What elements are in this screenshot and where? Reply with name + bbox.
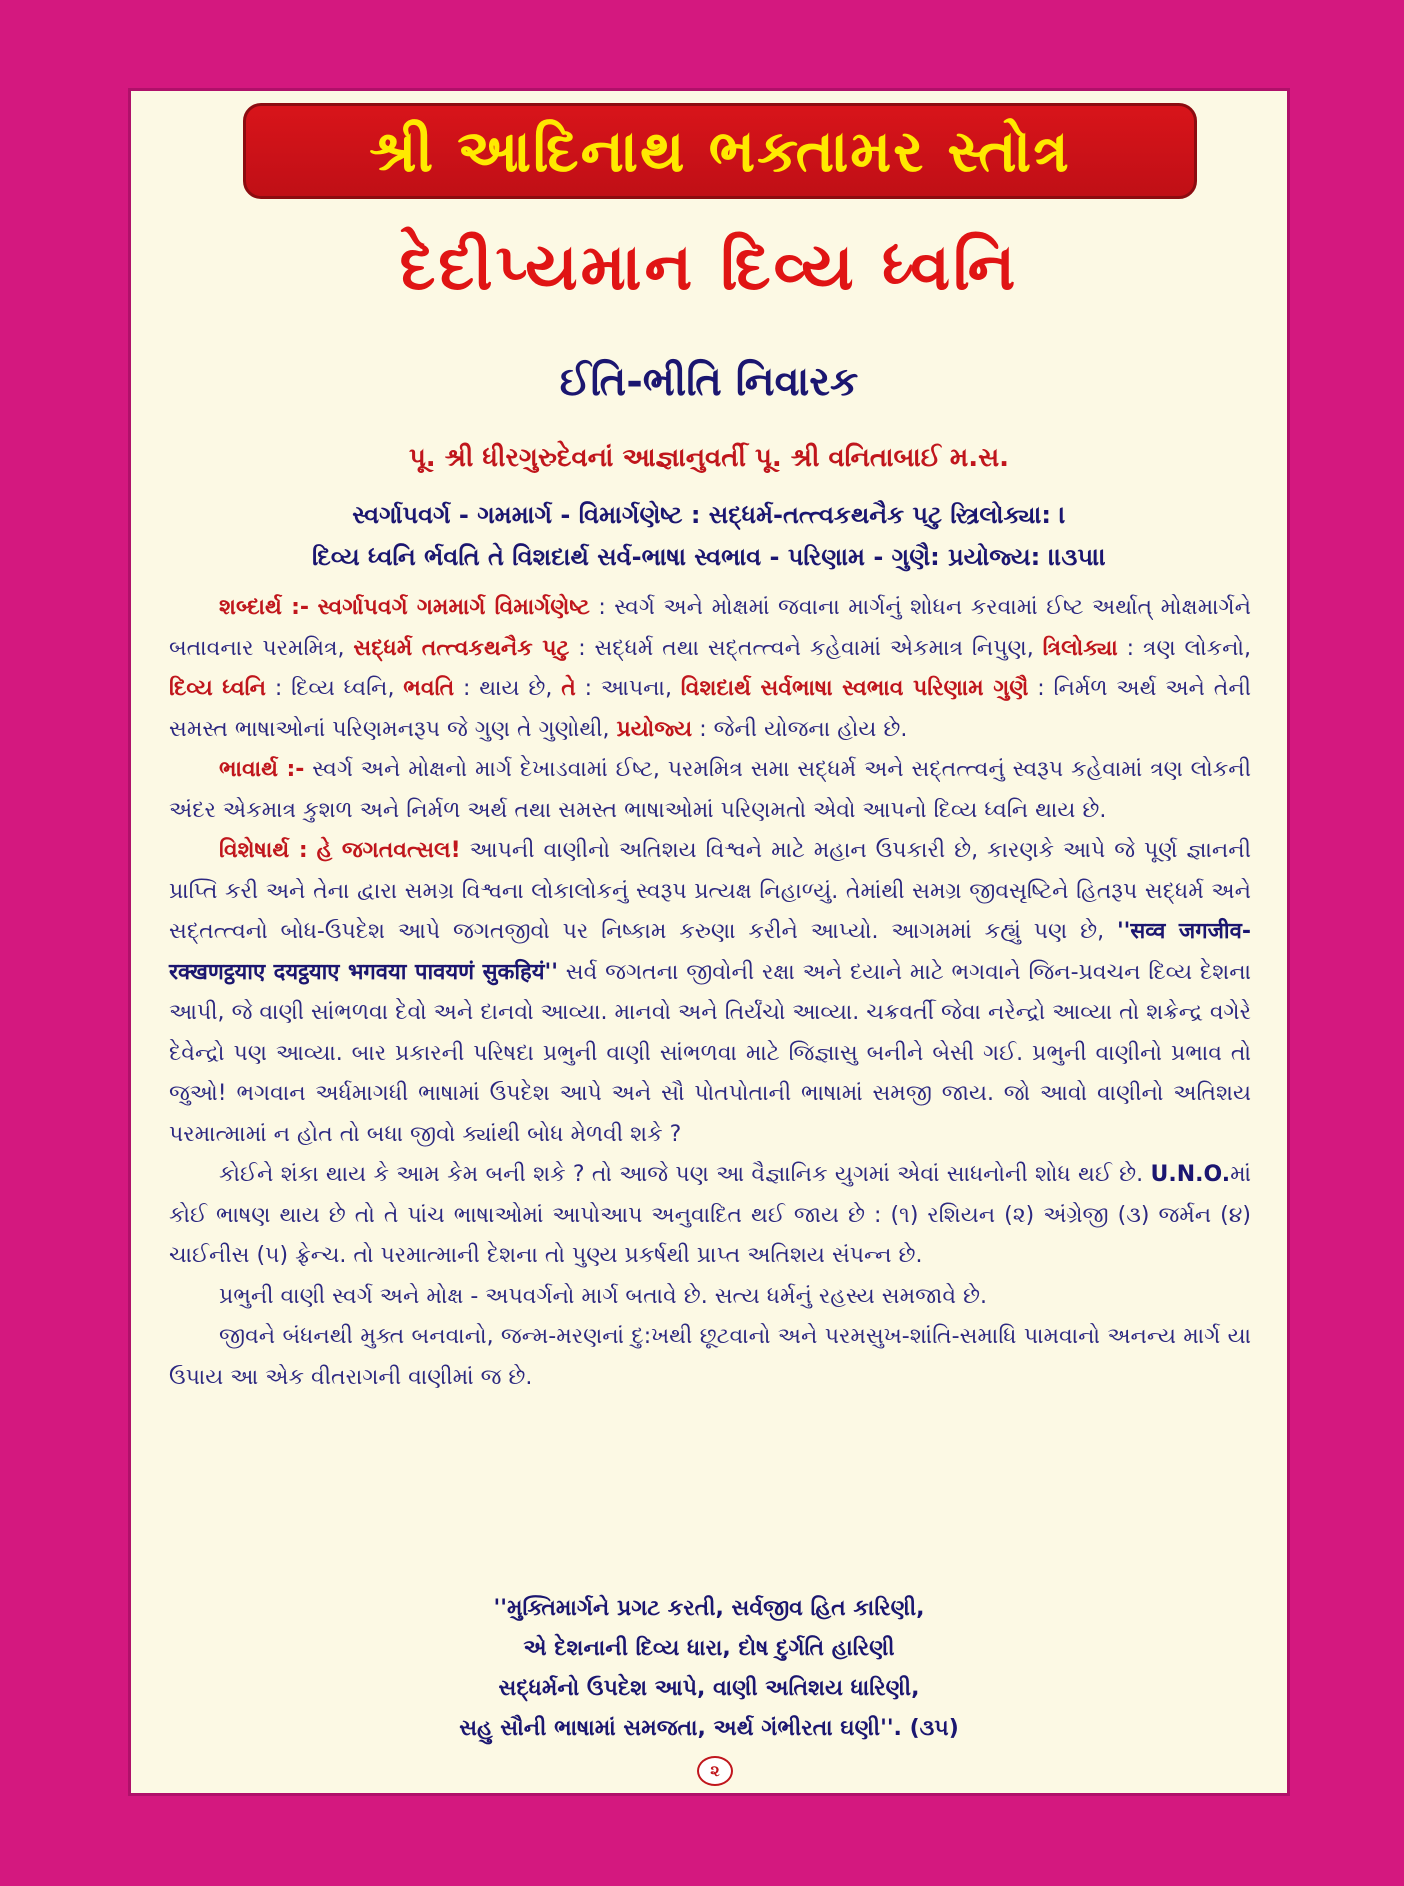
visheshartha-exclaim: હે જગતવત્સલ! — [316, 838, 461, 863]
meaning: : થાય છે, — [463, 676, 553, 701]
verse-line-1: સ્વર્ગાપવર્ગ - ગમમાર્ગ - વિમાર્ગણેષ્ટ : સદ્ધર્મ-તત્ત્વકથનૈક પટુ સ્ત્રિલોક્યા: । — [352, 501, 1066, 529]
agam-quote: ''सव्व जगजीव-रक्खणट्ठयाए दयट्ठयाए भगवया पावयणं सुकहियं'' — [169, 919, 1251, 985]
science-text-1: કોઈને શંકા થાય કે આમ કેમ બની શકે ? તો આજે પણ આ વૈજ્ઞાનિક યુગમાં એવાં સાધનોની શોધ થઈ છે. — [219, 1162, 1144, 1187]
meaning: : ત્રણ લોકનો, — [1126, 635, 1252, 661]
uno-abbrev: U.N.O. — [1150, 1162, 1231, 1187]
science-paragraph — [169, 1155, 1251, 1277]
meaning: : આપના, — [584, 676, 672, 701]
commentary-body — [169, 588, 1251, 1398]
shabdarth-paragraph — [169, 588, 1251, 750]
term: પ્રયોજ્ય — [616, 716, 693, 742]
document-page — [128, 88, 1290, 1796]
subtitle-secondary: ઈતિ-ભીતિ નિવારક — [559, 359, 859, 405]
poem-line: એ દેશનાની દિવ્ય ધારા, દોષ દુર્ગતિ હારિણી — [523, 1636, 895, 1661]
closing-poem — [131, 1589, 1287, 1749]
shabdarth-label: શબ્દાર્થ :- — [219, 595, 310, 620]
meaning: : નિર્મળ અર્થ અને તેની સમસ્ત ભાષાઓનાં પરિણમનરૂપ જે ગુણ તે ગુણોથી, — [169, 676, 1252, 742]
term: સ્વર્ગાપવર્ગ ગમમાર્ગ વિમાર્ગણેષ્ટ — [317, 595, 590, 620]
poem-line: સહુ સૌની ભાષામાં સમજતા, અર્થ ગંભીરતા ઘણી''. (૩૫) — [459, 1716, 959, 1741]
term: ત્રિલોક્યા — [1042, 635, 1118, 661]
author-line: પૂ. શ્રી ધીરગુરુદેવનાં આજ્ઞાનુવર્તી પૂ. શ્રી વનિતાબાઈ મ.સ. — [408, 443, 1010, 473]
meaning: : સદ્ધર્મ તથા સદ્તત્ત્વને કહેવામાં એકમાત્ર નિપુણ, — [578, 635, 1034, 661]
term: સદ્ધર્મ તત્ત્વકથનૈક પટુ — [353, 635, 570, 661]
page-title: શ્રી આદિનાથ ભક્તામર સ્તોત્ર — [369, 116, 1071, 185]
poem-line: સદ્ધર્મનો ઉપદેશ આપે, વાણી અતિશય ધારિણી, — [498, 1676, 920, 1701]
visheshartha-text-2: સર્વ જગતના જીવોની રક્ષા અને દયાને માટે ભગવાને જિન-પ્રવચન દિવ્ય દેશના આપી, જે વાણી સાંભળવા દેવો અને દાનવો આવ્યા. માનવો અને તિર્યંચો આવ્યા. ચક્રવર્તી જેવા નરેન્દ્રો આવ્યા તો શક્રેન્દ્ર વગેરે દેવેન્દ્રો પણ આવ્યા. બાર પ્રકારની પરિષદા પ્રભુની વાણી સાંભળવા માટે જિજ્ઞાસુ બનીને બેસી ગઈ. પ્રભુની વાણીનો પ્રભાવ તો જુઓ! ભગવાન અર્ધમાગધી ભાષામાં ઉપદેશ આપે અને સૌ પોતપોતાની ભાષામાં સમજી જાય. જો આવો વાણીનો અતિશય પરમાત્મામાં ન હોત તો બધા જીવો ક્યાંથી બોધ મેળવી શકે ? — [169, 959, 1251, 1147]
subtitle: દેદીપ્યમાન દિવ્ય ધ્વનિ — [399, 231, 1019, 305]
term: દિવ્ય ધ્વનિ — [169, 676, 267, 701]
paragraph-6: જીવને બંધનથી મુક્ત બનવાનો, જન્મ-મરણનાં દુ:ખથી છૂટવાનો અને પરમસુખ-શાંતિ-સમાધિ પામવાનો અનન્ય માર્ગ યા ઉપાય આ એક વીતરાગની વાણીમાં જ છે. — [169, 1324, 1251, 1390]
meaning: : દિવ્ય ધ્વનિ, — [274, 676, 395, 701]
paragraph-5: પ્રભુની વાણી સ્વર્ગ અને મોક્ષ - અપવર્ગનો માર્ગ બતાવે છે. સત્ય ધર્મનું રહસ્ય સમજાવે છે. — [219, 1283, 988, 1309]
term: તે — [561, 676, 576, 701]
poem-line: ''મુક્તિમાર્ગને પ્રગટ કરતી, સર્વજીવ હિત કારિણી, — [493, 1596, 925, 1621]
term: વિશદાર્થ સર્વભાષા સ્વભાવ પરિણામ ગુણૈ — [680, 676, 1029, 701]
term: ભવતિ — [403, 676, 455, 701]
bhavarth-paragraph — [169, 750, 1251, 831]
visheshartha-text-1: આપની વાણીનો અતિશય વિશ્વને માટે મહાન ઉપકારી છે, કારણકે આપે જે પૂર્ણ જ્ઞાનની પ્રાપ્તિ કરી અને તેના દ્વારા સમગ્ર વિશ્વના લોકાલોકનું સ્વરૂપ પ્રત્યક્ષ નિહાળ્યું. તેમાંથી સમગ્ર જીવસૃષ્ટિને હિતરૂપ સદ્ધર્મ અને સદ્તત્ત્વનો બોધ-ઉપદેશ આપે જગતજીવો પર નિષ્કામ કરુણા કરીને આપ્યો. આગમમાં કહ્યું પણ છે, — [169, 838, 1251, 944]
bhavarth-text: સ્વર્ગ અને મોક્ષનો માર્ગ દેખાડવામાં ઈષ્ટ, પરમમિત્ર સમા સદ્ધર્મ અને સદ્તત્ત્વનું સ્વરૂપ કહેવામાં ત્રણ લોકની અંદર એકમાત્ર કુશળ અને નિર્મળ અર્થ તથા સમસ્ત ભાષાઓમાં પરિણમતો એવો આપનો દિવ્ય ધ્વનિ થાય છે. — [169, 757, 1251, 823]
meaning: : જેની યોજના હોય છે. — [699, 716, 908, 742]
bhavarth-label: ભાવાર્થ :- — [219, 757, 305, 782]
meaning: : સ્વર્ગ અને મોક્ષમાં જવાના માર્ગનું શોધન કરવામાં ઈષ્ટ અર્થાત્ મોક્ષમાર્ગને બતાવનાર પરમમિત્ર, — [169, 595, 1251, 661]
science-text-2: માં કોઈ ભાષણ થાય છે તો તે પાંચ ભાષાઓમાં આપોઆપ અનુવાદિત થઈ જાય છે : (૧) રશિયન (૨) અંગ્રેજી (૩) જર્મન (૪) ચાઈનીસ (૫) ફ્રેન્ચ. તો પરમાત્માની દેશના તો પુણ્ય પ્રકર્ષથી પ્રાપ્ત અતિશય સંપન્ન છે. — [169, 1162, 1251, 1268]
verse-line-2: દિવ્ય ધ્વનિ ર્ભવતિ તે વિશદાર્થ સર્વ-ભાષા સ્વભાવ - પરિણામ - ગુણૈ: પ્રયોજ્ય: ।।૩૫।। — [311, 543, 1106, 571]
visheshartha-paragraph — [169, 831, 1251, 1155]
page-number: ૨ — [697, 1756, 733, 1786]
title-banner — [243, 103, 1197, 199]
visheshartha-label: વિશેષાર્થ : — [219, 838, 308, 863]
